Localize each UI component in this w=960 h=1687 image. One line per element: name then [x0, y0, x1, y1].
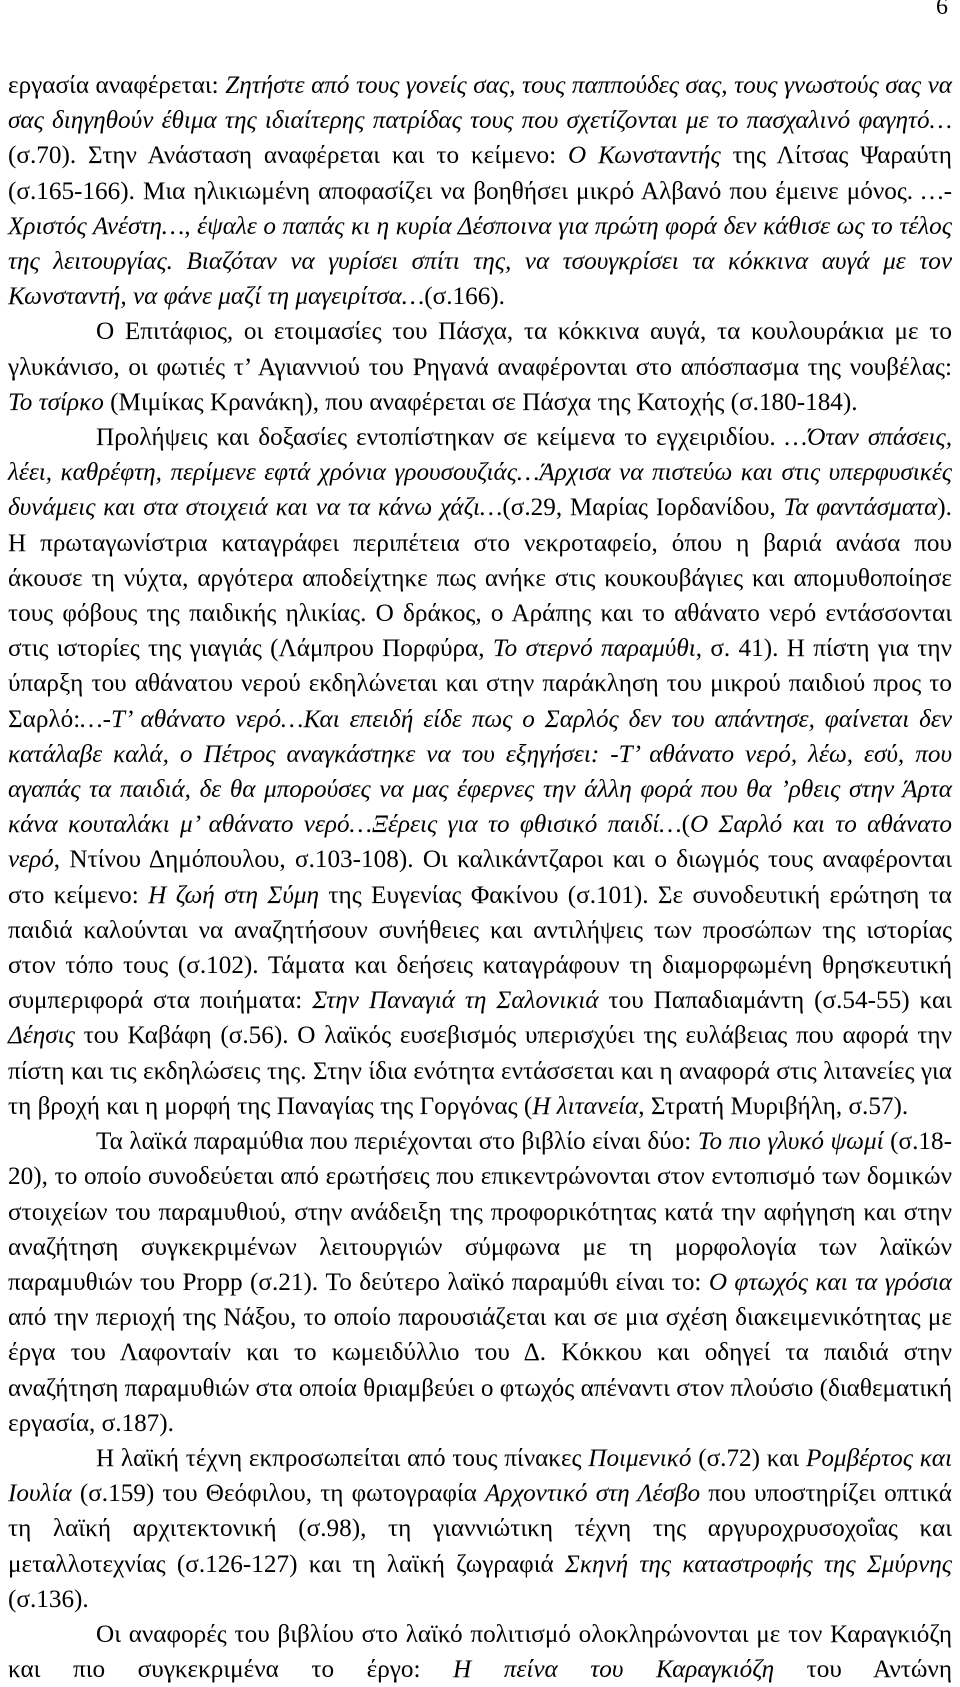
- paragraph: [8, 68, 952, 314]
- italic-text-run: Δέησις: [8, 1022, 75, 1050]
- page-number: 6: [936, 0, 948, 20]
- text-run: (σ.70). Στην Ανάσταση αναφέρεται και το κείμενο:: [8, 142, 569, 170]
- italic-text-run: Η πείνα του Καραγκιόζη: [453, 1656, 775, 1684]
- paragraph: [8, 1617, 952, 1687]
- italic-text-run: …Όταν σπάσεις, λέει, καθρέφτη, περίμενε εφτά χρόνια γρουσουζιάς…Άρχισα να πιστεύω και στις υπερφυσικές δυνάμεις και στα στοιχειά και να τα κάνω χάζι…: [8, 424, 952, 522]
- text-run: του Αντώνη: [774, 1656, 952, 1684]
- paragraph: [8, 314, 952, 420]
- paragraph: [8, 420, 952, 1124]
- italic-text-run: Η λιτανεία: [532, 1092, 639, 1120]
- italic-text-run: Το στερνό παραμύθι: [492, 635, 696, 663]
- text-run: Προλήψεις και δοξασίες εντοπίστηκαν σε κείμενα το εγχειριδίου.: [96, 424, 785, 452]
- italic-text-run: Ποιμενικό: [588, 1444, 692, 1472]
- text-run: Ο Επιτάφιος, οι ετοιμασίες του Πάσχα, τα κόκκινα αυγά, τα κουλουράκια με το γλυκάνισο, οι φωτιές τ’ Αγιαννιού του Ρηγανά αναφέρονται στο απόσπασμα της νουβέλας:: [8, 318, 952, 381]
- italic-text-run: Ο φτωχός και τα γρόσια: [708, 1268, 953, 1296]
- paragraph: [8, 1441, 952, 1617]
- document-body: [8, 68, 952, 1687]
- text-run: (Μιμίκας Κρανάκη), που αναφέρεται σε Πάσχα της Κατοχής (σ.180-184).: [103, 388, 858, 416]
- text-run: (σ.72) και: [691, 1444, 806, 1472]
- italic-text-run: Ρομβέρτος και Ιουλία: [8, 1444, 953, 1508]
- text-run: (σ.18-20), το οποίο συνοδεύεται από ερωτήσεις που επικεντρώνονται στον εντοπισμό των δομικών στοιχείων του παραμυθιού, στην ανάδειξη της προφορικότητας κατά την αφήγηση και στην αναζήτηση συγκεκριμένων λειτουργιών σύμφωνα με τη μορφολογία των λαϊκών παραμυθιών του Propp (σ.21). Το δεύτερο λαϊκό παραμύθι είναι το:: [8, 1128, 952, 1296]
- italic-text-run: Ο Σαρλό και το αθάνατο νερό: [8, 811, 952, 874]
- text-run: Η λαϊκή τέχνη εκπροσωπείται από τους πίνακες: [96, 1444, 589, 1472]
- italic-text-run: Το πιο γλυκό ψωμί: [697, 1128, 884, 1156]
- text-run: Οι αναφορές του βιβλίου στο λαϊκό πολιτισμό ολοκληρώνονται με τον Καραγκιόζη και πιο συγκεκριμένα το έργο:: [8, 1620, 952, 1684]
- text-run: Τα λαϊκά παραμύθια που περιέχονται στο βιβλίο είναι δύο:: [96, 1128, 698, 1156]
- italic-text-run: Ζητήστε από τους γονείς σας, τους παππούδες σας, τους γνωστούς σας να σας διηγηθούν έθιμα της ιδιαίτερης πατρίδας τους που σχετίζονται με το πασχαλινό φαγητό…: [8, 72, 952, 135]
- italic-text-run: Η ζωή στη Σύμη: [148, 881, 320, 909]
- text-run: (σ.159) του Θεόφιλου, τη φωτογραφία: [71, 1480, 486, 1508]
- text-run: (σ.166).: [424, 283, 505, 311]
- text-run: , σ. 41). Η πίστη για την ύπαρξη του αθάνατου νερού εκδηλώνεται και στην παράκληση του μικρού παιδιού προς το Σαρλό:: [8, 635, 952, 733]
- italic-text-run: Ο Κωνσταντής: [568, 142, 721, 170]
- text-run: (: [681, 811, 690, 839]
- text-run: εργασία αναφέρεται:: [8, 72, 226, 99]
- text-run: (σ.136).: [8, 1585, 89, 1613]
- text-run: του Παπαδιαμάντη (σ.54-55) και: [598, 987, 952, 1015]
- text-run: , Ντίνου Δημόπουλου, σ.103-108). Οι καλικάντζαροι και ο διωγμός τους αναφέρονται στο κείμενο:: [8, 846, 952, 909]
- text-run: που υποστηρίζει οπτικά τη λαϊκή αρχιτεκτονική (σ.98), τη γιαννιώτικη τέχνη της αργυροχρυσοχοΐας και μεταλλοτεχνίας (σ.126-127) και τη λαϊκή ζωγραφιά: [8, 1480, 952, 1578]
- text-run: από την περιοχή της Νάξου, το οποίο παρουσιάζεται και σε μια σχέση διακειμενικότητας με έργα του Λαφονταίν και το κωμειδύλλιο του Δ. Κόκκου και οδηγεί τα παιδιά στην αναζήτηση παραμυθιών στα οποία θριαμβεύει ο φτωχός απέναντι στον πλούσιο (διαθεματική εργασία, σ.187).: [8, 1304, 952, 1437]
- text-run: , Στρατή Μυριβήλη, σ.57).: [638, 1092, 909, 1120]
- text-run: της Λίτσας Ψαραύτη (σ.165-166). Μια ηλικιωμένη αποφασίζει να βοηθήσει μικρό Αλβανό που έμεινε μόνος.: [8, 142, 952, 205]
- italic-text-run: Το τσίρκο: [8, 388, 104, 416]
- italic-text-run: Στην Παναγιά τη Σαλονικιά: [312, 987, 599, 1015]
- text-run: της Ευγενίας Φακίνου (σ.101). Σε συνοδευτική ερώτηση τα παιδιά καλούνται να αναζητήσουν συνήθειες και αντιλήψεις των προσώπων της ιστορίας στον τόπο τους (σ.102). Τάματα και δεήσεις καταγράφουν τη διαμορφωμένη θρησκευτική συμπεριφορά στα ποιήματα:: [8, 881, 952, 1015]
- italic-text-run: Τα φαντάσματα: [783, 494, 938, 522]
- italic-text-run: …-Τ’ αθάνατο νερό…Και επειδή είδε πως ο Σαρλός δεν του απάντησε, φαίνεται δεν κατάλαβε καλά, ο Πέτρος αναγκάστηκε να του εξηγήσει: -Τ’ αθάνατο νερό, λέω, εσύ, που αγαπάς τα παιδιά, δε θα μπορούσες να μας έφερνες την άλλη φορά που θα ’ρθεις στην Άρτα κάνα κουταλάκι μ’ αθάνατο νερό…Ξέρεις για το φθισικό παιδί…: [8, 705, 952, 839]
- italic-text-run: Σκηνή της καταστροφής της Σμύρνης: [564, 1550, 952, 1578]
- paragraph: [8, 1124, 952, 1441]
- text-run: (σ.29, Μαρίας Ιορδανίδου,: [502, 494, 784, 522]
- italic-text-run: Αρχοντικό στη Λέσβο: [485, 1480, 701, 1508]
- text-run: του Καβάφη (σ.56). Ο λαϊκός ευσεβισμός υπερισχύει της ευλάβειας που αφορά την πίστη και τις εκδηλώσεις της. Στην ίδια ενότητα εντάσσεται και η αναφορά στις λιτανείες για τη βροχή και η μορφή της Παναγίας της Γοργόνας (: [8, 1022, 952, 1120]
- text-run: ). Η πρωταγωνίστρια καταγράφει περιπέτεια στο νεκροταφείο, όπου η βαριά ανάσα που άκουσε τη νύχτα, αργότερα αποδείχτηκε πως ανήκε στις κουκουβάγιες και απομυθοποίησε τους φόβους της παιδικής ηλικίας. Ο δράκος, ο Αράπης και το αθάνατο νερό εντάσσονται στις ιστορίες της γιαγιάς (Λάμπρου Πορφύρα,: [8, 494, 952, 663]
- italic-text-run: …-Χριστός Ανέστη…, έψαλε ο παπάς κι η κυρία Δέσποινα για πρώτη φορά δεν κάθισε ως το τέλος της λειτουργίας. Βιαζόταν να γυρίσει σπίτι της, να τσουγκρίσει τα κόκκινα αυγά με τον Κωνσταντή, να φάνε μαζί τη μαγειρίτσα…: [8, 177, 952, 311]
